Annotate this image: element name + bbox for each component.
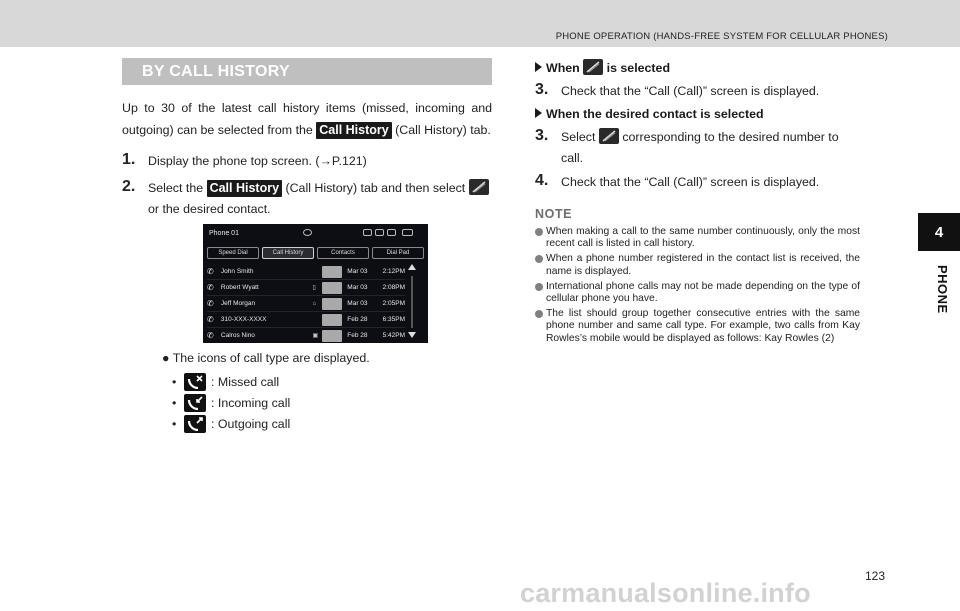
signal-icon bbox=[375, 229, 384, 236]
step-text: Check that the “Call (Call)” screen is displayed. bbox=[561, 175, 820, 189]
call-button[interactable] bbox=[322, 330, 342, 342]
call-button-icon bbox=[599, 128, 619, 144]
call-type-label: : Missed call bbox=[211, 374, 280, 389]
header-bar bbox=[0, 0, 960, 47]
phone-screen bbox=[203, 224, 428, 343]
right-column bbox=[535, 58, 860, 345]
call-type-bullet: ● The icons of call type are displayed. bbox=[162, 351, 370, 365]
case-text: When the desired contact is selected bbox=[546, 107, 764, 121]
call-history-button-label: Call History bbox=[316, 122, 391, 139]
bluetooth-icon bbox=[363, 229, 372, 236]
call-time: 5:42PM bbox=[382, 332, 405, 339]
contact-name: Robert Wyatt bbox=[220, 284, 259, 291]
call-button-icon bbox=[583, 59, 603, 75]
step-text: (Call History) tab and then select bbox=[285, 181, 466, 195]
left-column bbox=[122, 58, 492, 220]
intro-text-after: (Call History) tab. bbox=[395, 122, 491, 137]
contact-name: Calros Nino bbox=[220, 332, 255, 339]
screen-status-bar bbox=[203, 224, 428, 243]
screen-title: Phone 01 bbox=[209, 230, 239, 237]
step-4 bbox=[535, 172, 860, 193]
header-title: PHONE OPERATION (HANDS-FREE SYSTEM FOR CELLULAR PHONES) bbox=[555, 31, 888, 42]
note-bullet bbox=[535, 310, 543, 318]
note-text: The list should group together consecutive entries with the same phone number and same call type. For example, two calls from Kay Rowles’s mobile would be displayed as follows: Kay Rowles (2) bbox=[546, 308, 860, 344]
arrow-icon bbox=[535, 62, 542, 72]
call-history-list bbox=[207, 264, 405, 343]
step-text: Display the phone top screen. (→P.121) bbox=[148, 154, 367, 168]
step-2 bbox=[122, 178, 492, 220]
battery-icon bbox=[387, 229, 396, 236]
list-item[interactable] bbox=[207, 280, 405, 296]
contact-name: John Smith bbox=[220, 268, 254, 275]
call-type-item bbox=[172, 392, 290, 413]
section-title: BY CALL HISTORY bbox=[122, 58, 492, 85]
call-button-icon bbox=[469, 179, 489, 195]
tab-dial-pad[interactable]: Dial Pad bbox=[372, 247, 424, 259]
call-date: Mar 03 bbox=[347, 284, 368, 291]
step-number: 1. bbox=[122, 151, 136, 168]
device-type-icon: ⌂ bbox=[312, 300, 317, 307]
case-text: is selected bbox=[606, 61, 671, 75]
watermark: carmanualsonline.info bbox=[520, 578, 811, 608]
chapter-tab: 4 bbox=[918, 213, 960, 251]
note-item bbox=[535, 281, 860, 305]
call-type-icon: ✆ bbox=[207, 315, 214, 324]
step-1 bbox=[122, 151, 492, 172]
note-text: International phone calls may not be made depending on the type of cellular phone you have. bbox=[546, 280, 860, 305]
tab-speed-dial[interactable]: Speed Dial bbox=[207, 247, 259, 259]
intro-text: Up to 30 of the latest call history items (missed, incoming and outgoing) can be selected from the bbox=[122, 101, 492, 137]
note-bullet bbox=[535, 255, 543, 263]
step-number: 3. bbox=[535, 81, 549, 98]
arrow-icon bbox=[535, 108, 542, 118]
incoming-call-icon bbox=[184, 394, 206, 412]
phone-settings-icon[interactable] bbox=[303, 229, 312, 236]
step-number: 2. bbox=[122, 178, 136, 195]
call-button[interactable] bbox=[322, 298, 342, 310]
call-type-label: : Outgoing call bbox=[211, 416, 291, 431]
step-text: Select the bbox=[148, 181, 204, 195]
page-number: 123 bbox=[865, 569, 886, 583]
call-date: Feb 28 bbox=[347, 316, 368, 323]
step-3a bbox=[535, 81, 860, 102]
call-date: Feb 28 bbox=[347, 332, 368, 339]
call-type-icon: ✆ bbox=[207, 267, 214, 276]
tab-contacts[interactable]: Contacts bbox=[317, 247, 369, 259]
case-heading-call-button bbox=[535, 58, 860, 78]
list-item[interactable] bbox=[207, 312, 405, 328]
call-type-list bbox=[172, 371, 290, 434]
note-bullet bbox=[535, 283, 543, 291]
call-time: 2:05PM bbox=[382, 300, 405, 307]
call-button[interactable] bbox=[322, 266, 342, 278]
call-button[interactable] bbox=[322, 282, 342, 294]
call-time: 6:35PM bbox=[382, 316, 405, 323]
step-text: Check that the “Call (Call)” screen is displayed. bbox=[561, 84, 820, 98]
call-type-icon: ✆ bbox=[207, 283, 214, 292]
note-item bbox=[535, 308, 860, 345]
chapter-label: PHONE bbox=[935, 265, 950, 314]
list-dot: • bbox=[172, 395, 177, 410]
call-type-item bbox=[172, 371, 290, 392]
note-title: NOTE bbox=[535, 207, 573, 221]
call-type-icon: ✆ bbox=[207, 299, 214, 308]
case-heading-contact bbox=[535, 104, 860, 124]
list-item[interactable] bbox=[207, 328, 405, 343]
device-type-icon: ▯ bbox=[312, 285, 316, 291]
call-time: 2:12PM bbox=[382, 268, 405, 275]
call-type-icon: ✆ bbox=[207, 331, 214, 340]
intro-paragraph bbox=[122, 98, 492, 141]
contact-name: Jeff Morgan bbox=[220, 300, 256, 307]
call-type-item bbox=[172, 413, 290, 434]
list-dot: • bbox=[172, 416, 177, 431]
scrollbar[interactable] bbox=[406, 264, 420, 342]
step-number: 3. bbox=[535, 127, 549, 144]
note-text: When a phone number registered in the contact list is received, the name is displayed. bbox=[546, 253, 860, 277]
step-text: or the desired contact. bbox=[148, 202, 271, 216]
call-date: Mar 03 bbox=[347, 268, 368, 275]
screen-tabs bbox=[207, 247, 424, 259]
call-time: 2:08PM bbox=[382, 284, 405, 291]
tab-call-history[interactable]: Call History bbox=[262, 247, 314, 259]
outgoing-call-icon bbox=[184, 415, 206, 433]
step-3b bbox=[535, 127, 860, 169]
note-bullet bbox=[535, 228, 543, 236]
scroll-up-icon[interactable] bbox=[408, 264, 416, 270]
contact-name: 310-XXX-XXXX bbox=[220, 316, 267, 323]
note-text: When making a call to the same number continuously, only the most recent call is listed in call history. bbox=[546, 226, 860, 250]
note-item bbox=[535, 226, 860, 250]
device-type-icon: ▣ bbox=[312, 333, 319, 339]
step-number: 4. bbox=[535, 172, 549, 189]
call-date: Mar 03 bbox=[347, 300, 368, 307]
step-text: Select bbox=[561, 130, 596, 144]
message-icon[interactable] bbox=[402, 229, 413, 236]
list-item[interactable] bbox=[207, 296, 405, 312]
bullet-text: The icons of call type are displayed. bbox=[172, 351, 370, 365]
note-item bbox=[535, 253, 860, 277]
call-button[interactable] bbox=[322, 314, 342, 326]
case-text: When bbox=[546, 61, 580, 75]
list-item[interactable] bbox=[207, 264, 405, 280]
call-type-label: : Incoming call bbox=[211, 395, 291, 410]
list-dot: • bbox=[172, 374, 177, 389]
missed-call-icon bbox=[184, 373, 206, 391]
call-history-button-label: Call History bbox=[207, 180, 282, 197]
step-text: corresponding to the desired number to call. bbox=[561, 130, 839, 165]
scroll-track[interactable] bbox=[411, 276, 413, 328]
scroll-down-icon[interactable] bbox=[408, 332, 416, 338]
